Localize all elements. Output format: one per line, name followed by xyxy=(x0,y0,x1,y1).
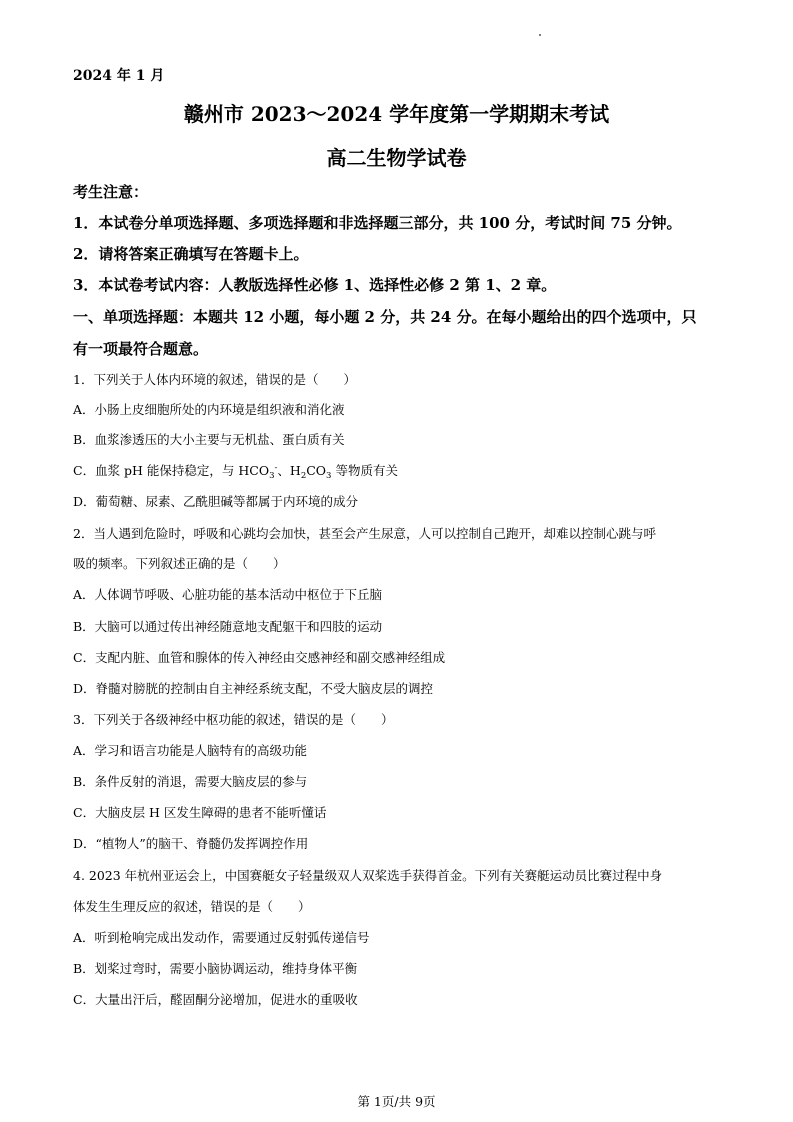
q3-stem: 3．下列关于各级神经中枢功能的叙述，错误的是（ ） xyxy=(73,712,394,727)
notice-heading: 考生注意： xyxy=(73,183,149,201)
q3-option-b: B．条件反射的消退，需要大脑皮层的参与 xyxy=(73,774,308,789)
q1-option-c-text: 、H xyxy=(277,463,301,478)
exam-date: 2024 年 1 月 xyxy=(73,68,165,84)
q3-option-a: A．学习和语言功能是人脑特有的高级功能 xyxy=(73,743,308,758)
q2-stem: 2．当人遇到危险时，呼吸和心跳均会加快，甚至会产生尿意，人可以控制自己跑开，却难以控制心跳与呼 xyxy=(73,526,656,541)
exam-subtitle: 高二生物学试卷 xyxy=(326,146,467,170)
q3-option-c: C．大脑皮层 H 区发生障碍的患者不能听懂话 xyxy=(73,805,327,820)
q2-option-d: D．脊髓对膀胱的控制由自主神经系统支配，不受大脑皮层的调控 xyxy=(73,681,434,696)
q4-option-a: A．听到枪响完成出发动作，需要通过反射弧传递信号 xyxy=(73,930,370,945)
section1-instructions-cont: 有一项最符合题意。 xyxy=(73,340,209,358)
q1-option-b: B．血浆渗透压的大小主要与无机盐、蛋白质有关 xyxy=(73,432,345,447)
exam-title: 赣州市 2023～2024 学年度第一学期期末考试 xyxy=(183,102,610,126)
q4-option-b: B．划桨过弯时，需要小脑协调运动，维持身体平衡 xyxy=(73,961,358,976)
page-number: 第 1页/共 9页 xyxy=(357,1094,436,1109)
notice-item-1: 1．本试卷分单项选择题、多项选择题和非选择题三部分，共 100 分，考试时间 75 分钟。 xyxy=(73,214,682,232)
q1-option-c-text: C．血浆 pH 能保持稳定，与 HCO xyxy=(73,463,270,478)
notice-item-2: 2．请将答案正确填写在答题卡上。 xyxy=(73,245,309,263)
q1-option-c-text: 等物质有关 xyxy=(331,463,398,478)
q4-stem: 4. 2023 年杭州亚运会上，中国赛艇女子轻量级双人双桨选手获得首金。下列有关赛艇运动员比赛过程中身 xyxy=(73,868,663,883)
q1-option-c-subscript: 2 xyxy=(300,471,307,481)
scan-dot xyxy=(539,34,541,36)
q2-option-a: A．人体调节呼吸、心脏功能的基本活动中枢位于下丘脑 xyxy=(73,587,383,602)
section1-instructions: 一、单项选择题：本题共 12 小题，每小题 2 分，共 24 分。在每小题给出的四个选项中，只 xyxy=(73,308,697,326)
q1-option-c xyxy=(73,461,398,479)
q1-option-d: D．葡萄糖、尿素、乙酰胆碱等都属于内环境的成分 xyxy=(73,494,359,509)
q4-option-c: C．大量出汗后，醛固酮分泌增加，促进水的重吸收 xyxy=(73,992,358,1007)
q2-option-c: C．支配内脏、血管和腺体的传入神经由交感神经和副交感神经组成 xyxy=(73,650,446,665)
q2-stem-cont: 吸的频率。下列叙述正确的是（ ） xyxy=(73,556,286,571)
q1-option-c-text: CO xyxy=(306,463,327,478)
q1-option-c-superscript: - xyxy=(274,463,278,473)
q1-option-a: A．小肠上皮细胞所处的内环境是组织液和消化液 xyxy=(73,402,345,417)
notice-item-3: 3．本试卷考试内容：人教版选择性必修 1、选择性必修 2 第 1、2 章。 xyxy=(73,276,557,294)
q4-stem-cont: 体发生生理反应的叙述，错误的是（ ） xyxy=(73,899,311,914)
q3-option-d: D．“植物人”的脑干、脊髓仍发挥调控作用 xyxy=(73,836,309,851)
q1-option-c-subscript: 3 xyxy=(269,471,275,481)
q1-option-c-subscript: 3 xyxy=(326,471,332,481)
q2-option-b: B．大脑可以通过传出神经随意地支配躯干和四肢的运动 xyxy=(73,619,383,634)
q1-stem: 1．下列关于人体内环境的叙述，错误的是（ ） xyxy=(73,372,356,387)
